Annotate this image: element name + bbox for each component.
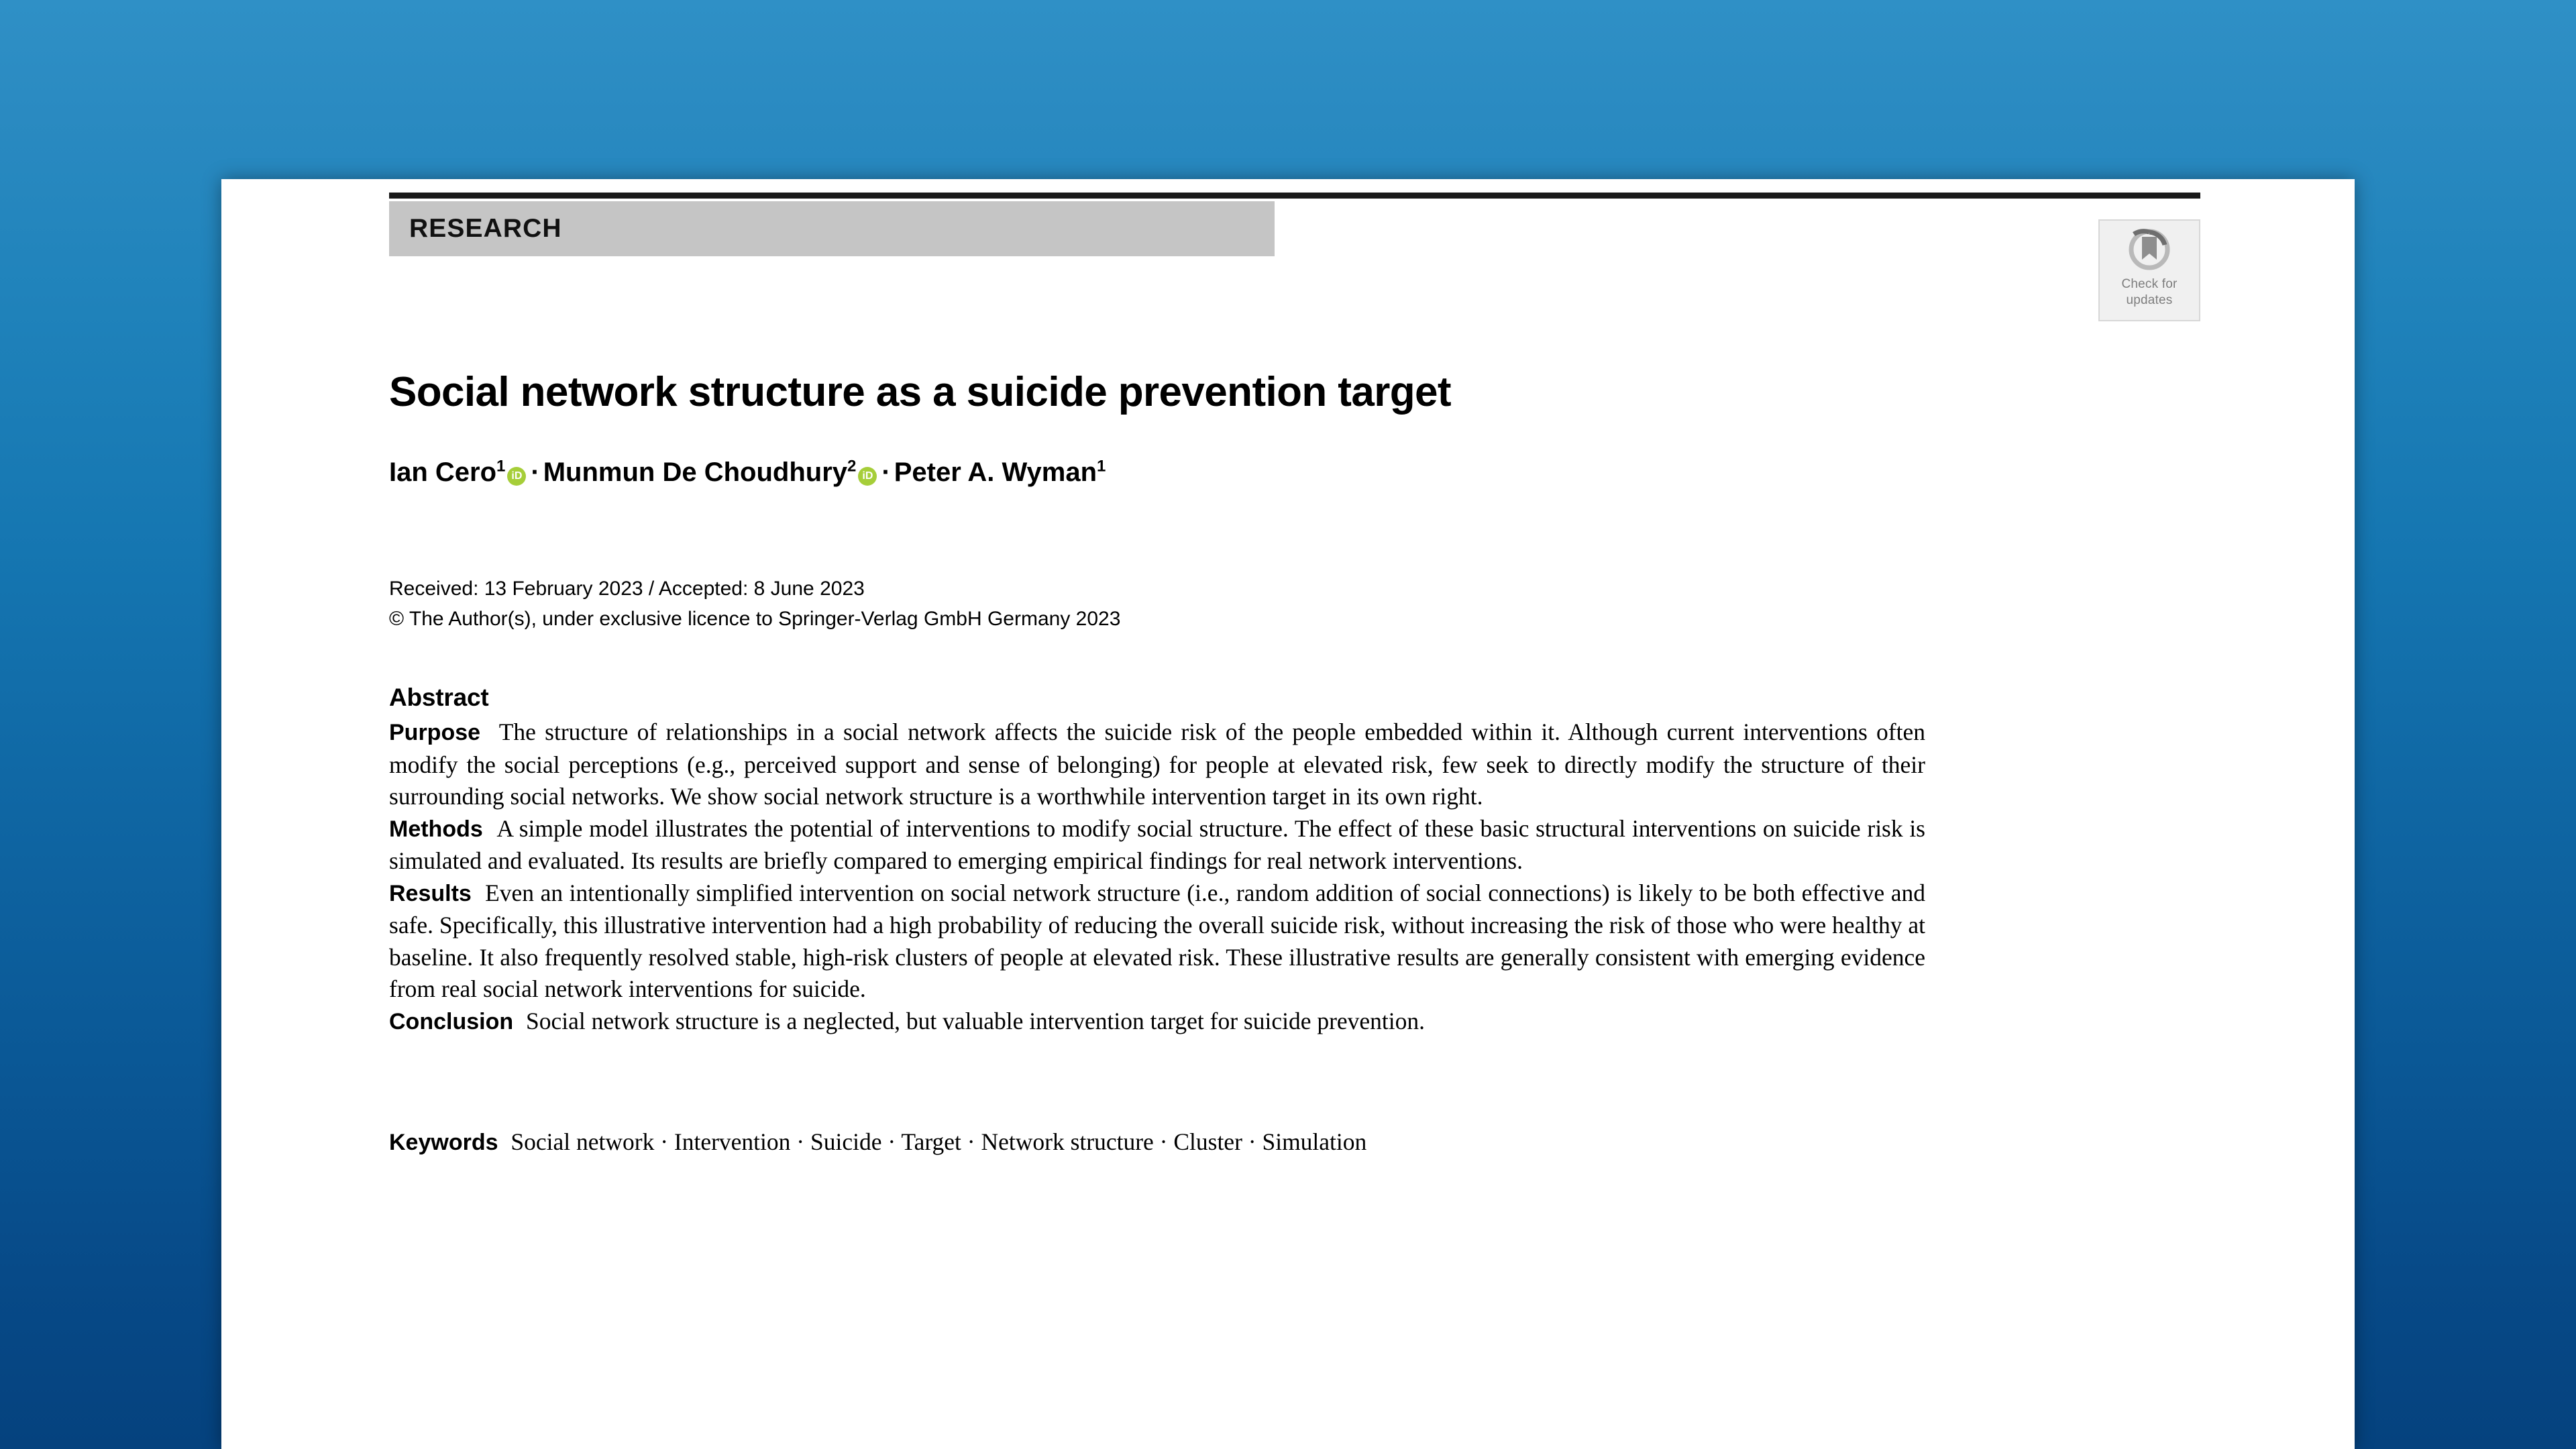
author-name[interactable]: Munmun De Choudhury — [543, 458, 848, 487]
author-name[interactable]: Ian Cero — [389, 458, 497, 487]
crossmark-line2: updates — [2126, 293, 2173, 307]
research-banner — [389, 201, 1275, 256]
orcid-icon[interactable]: iD — [507, 467, 526, 486]
orcid-icon[interactable]: iD — [858, 467, 877, 486]
paper-page — [221, 179, 2355, 1449]
abstract-section-text: Social network structure is a neglected, but valuable intervention target for suicide prevention. — [526, 1007, 1426, 1034]
abstract-section-text: Even an intentionally simplified intervention on social network structure (i.e., random addition of social connections) is likely to be both effective and safe. Specifically, this illustrative intervention had a high probability of reducing the overall suicide risk, without increasing the risk of those who were healthy at baseline. It also frequently resolved stable, high-risk clusters of people at elevated risk. These illustrative results are generally consistent with emerging evidence from real social network interventions for suicide. — [389, 879, 1925, 1002]
crossmark-bookmark-icon — [2127, 227, 2171, 275]
author-separator: · — [881, 458, 891, 487]
author-name[interactable]: Peter A. Wyman — [894, 458, 1097, 487]
abstract-section-label: Purpose — [389, 720, 481, 745]
abstract-section-results — [389, 877, 1925, 1006]
abstract-section-methods — [389, 813, 1925, 877]
author-list — [389, 458, 2066, 488]
abstract-block — [389, 684, 1925, 1038]
keywords-terms: Social network · Intervention · Suicide · Target · Network structure · Cluster · Simulation — [511, 1128, 1367, 1155]
crossmark-badge[interactable] — [2098, 219, 2200, 321]
header-rule — [389, 193, 2200, 199]
received-accepted-line: Received: 13 February 2023 / Accepted: 8 June 2023 — [389, 578, 865, 600]
article-title: Social network structure as a suicide prevention target — [389, 368, 1451, 415]
abstract-section-label: Conclusion — [389, 1008, 514, 1034]
abstract-section-label: Methods — [389, 816, 483, 842]
page-content-column — [389, 179, 2200, 1449]
author-affiliation-marker: 2 — [847, 457, 857, 476]
article-dates-copyright — [389, 574, 1999, 634]
author-separator: · — [531, 458, 540, 487]
research-banner-label: RESEARCH — [409, 214, 562, 243]
keywords-line — [389, 1126, 1999, 1159]
crossmark-line1: Check for — [2121, 277, 2178, 291]
author-affiliation-marker: 1 — [496, 457, 506, 476]
abstract-section-conclusion — [389, 1006, 1925, 1038]
abstract-section-label: Results — [389, 880, 472, 906]
abstract-section-purpose — [389, 716, 1925, 813]
copyright-line: © The Author(s), under exclusive licence to Springer-Verlag GmbH Germany 2023 — [389, 608, 1121, 630]
keywords-label: Keywords — [389, 1130, 498, 1155]
abstract-section-text: The structure of relationships in a social network affects the suicide risk of the people embedded within it. Although current interventions often modify the social perceptions (e.g., perceived support and sense of belonging) for people at elevated risk, few seek to directly modify the structure of their surrounding social networks. We show social network structure is a worthwhile intervention target in its own right. — [389, 718, 1925, 810]
author-affiliation-marker: 1 — [1097, 457, 1106, 476]
abstract-heading: Abstract — [389, 684, 489, 711]
abstract-section-text: A simple model illustrates the potential of interventions to modify social structure. The effect of these basic structural interventions on suicide risk is simulated and evaluated. Its results are briefly compared to emerging empirical findings for real network interventions. — [389, 814, 1925, 874]
